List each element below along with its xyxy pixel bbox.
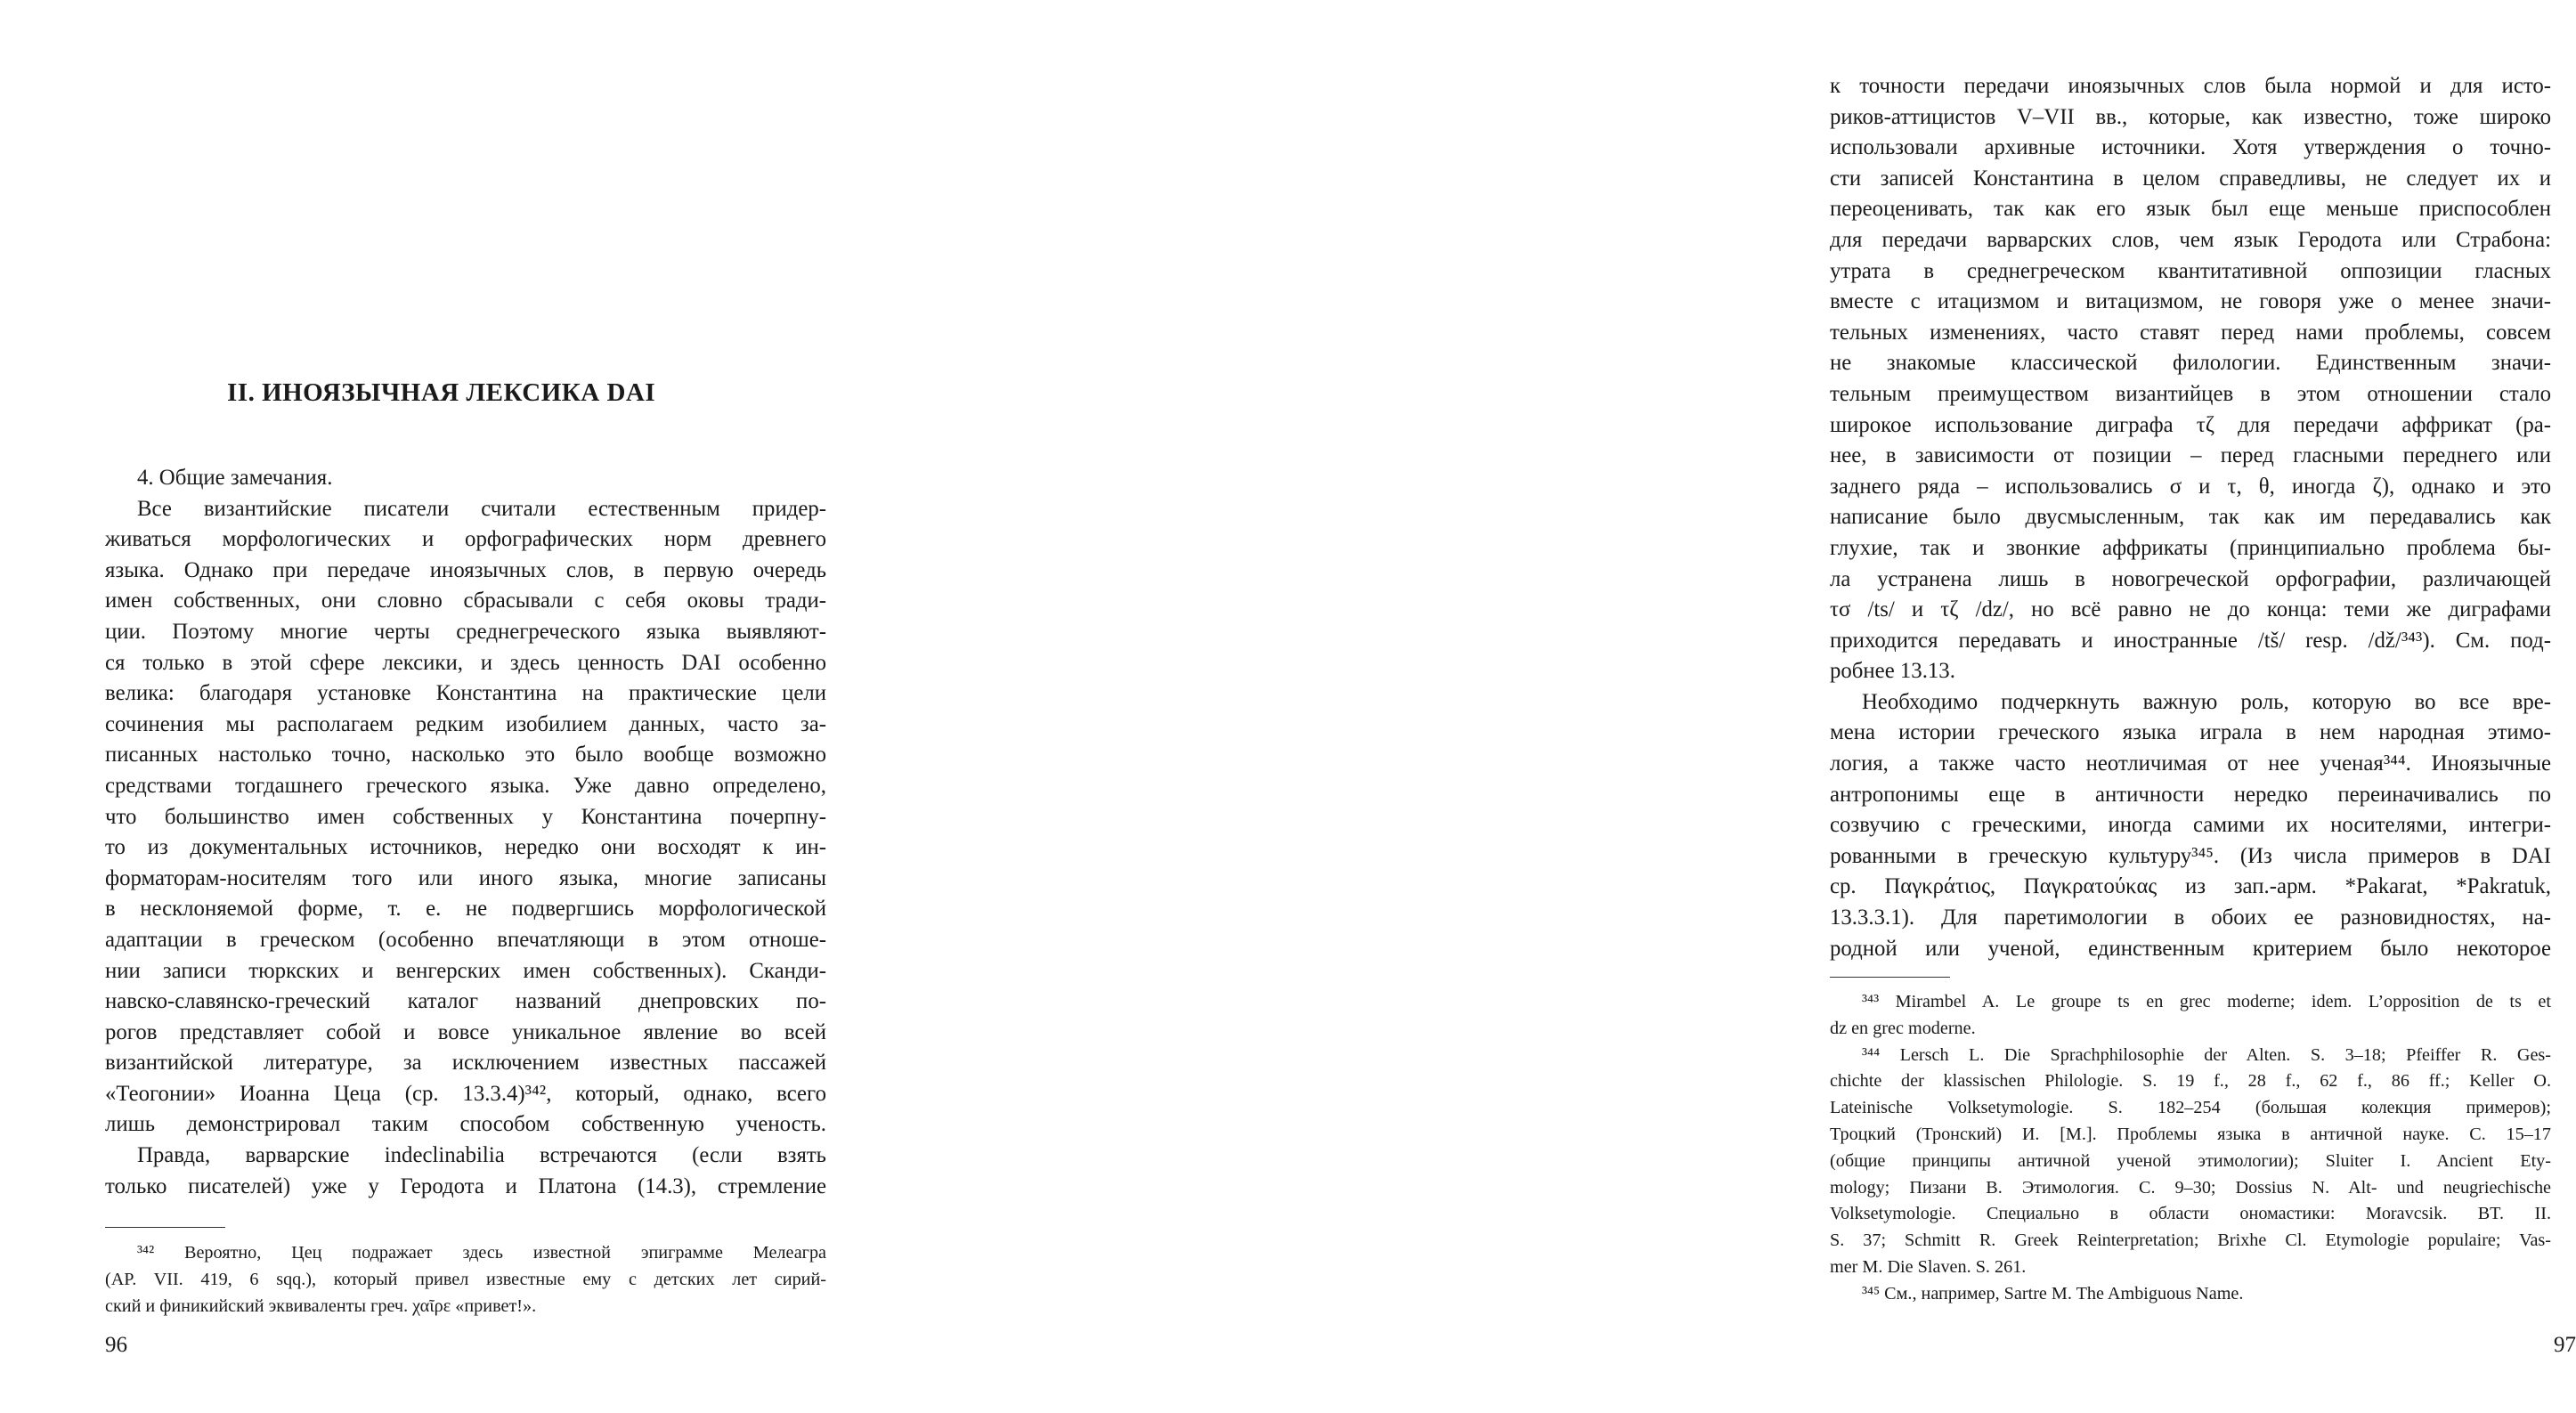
text-line: навско-славянско-греческий каталог названий днепровских по- [105,989,826,1014]
text-line: имен собственных, они словно сбрасывали с себя оковы тради- [105,589,826,613]
chapter-title: II. ИНОЯЗЫЧНАЯ ЛЕКСИКА DAI [227,378,656,407]
text-line: Необходимо подчеркнуть важную роль, которую во все вре- [1862,689,2551,714]
text-line: нее, в зависимости от позиции – перед гласными переднего или [1830,443,2551,468]
text-line: логия, а также часто неотличимая от нее ученая³⁴⁴. Иноязычные [1830,751,2551,776]
footnote-line: ³⁴² Вероятно, Цец подражает здесь известной эпиграмме Мелеагра [137,1243,826,1263]
text-line: языка. Однако при передаче иноязычных слов, в первую очередь [105,557,826,582]
text-line: ла устранена лишь в новогреческой орфографии, различающей [1830,566,2551,591]
text-line: вместе с итацизмом и витацизмом, не говоря уже о менее значи- [1830,289,2551,314]
text-line: Правда, варварские indeclinabilia встречаются (если взять [137,1143,826,1168]
text-line: сочинения мы располагаем редким изобилием данных, часто за- [105,711,826,736]
footnote-line: ³⁴⁴ Lersch L. Die Sprachphilosophie der Alten. S. 3–18; Pfeiffer R. Ges- [1862,1044,2551,1065]
text-line: что большинство имен собственных у Константина почерпну- [105,804,826,829]
text-line: 13.3.3.1). Для паретимологии в обоих ее разновидностях, на- [1830,905,2551,930]
text-line: нии записи тюркских и венгерских имен собственных). Сканди- [105,958,826,983]
footnote-divider [105,1227,225,1228]
left-footnotes [105,1240,826,1320]
right-body-text [1830,71,2551,964]
text-line: приходится передавать и иностранные /tš/ resp. /dž/³⁴³). См. под- [1830,628,2551,653]
footnote-line: chichte der klassischen Philologie. S. 19 f., 28 f., 62 f., 86 ff.; Keller O. [1830,1071,2551,1092]
text-line: мена истории греческого языка играла в нем народная этимо- [1830,720,2551,745]
section-heading: 4. Общие замечания. [137,466,333,490]
text-line: рованными в греческую культуру³⁴⁵. (Из числа примеров в DAI [1830,843,2551,868]
footnote-divider [1830,977,1950,978]
text-line: византийской литературе, за исключением известных пассажей [105,1051,826,1076]
text-line: адаптации в греческом (особенно впечатляющи в этом отноше- [105,927,826,952]
footnote-line: (общие принципы античной ученой этимологии); Sluiter I. Ancient Ety- [1830,1150,2551,1171]
text-line: заднего ряда – использовались σ и τ, θ, иногда ζ), однако и это [1830,474,2551,499]
text-line: антропонимы еще в античности нередко переиначивались по [1830,782,2551,807]
text-line: только писателей) уже у Геродота и Платона (14.3), стремление [105,1173,826,1198]
footnote-line: ³⁴³ Mirambel A. Le groupe ts en grec moderne; idem. L’opposition de ts et [1862,992,2551,1011]
text-line: тельным преимуществом византийцев в этом отношении стало [1830,381,2551,406]
text-line: широкое использование диграфа τζ для передачи аффрикат (ра- [1830,412,2551,437]
right-footnotes [1830,989,2551,1308]
text-line: ции. Поэтому многие черты среднегреческого языка выявляют- [105,619,826,644]
footnote-line: (AP. VII. 419, 6 sqq.), который привел известные ему с детских лет сирий- [105,1269,826,1289]
text-line: робнее 13.13. [1830,659,1955,684]
text-line: τσ /ts/ и τζ /dz/, но всё равно не до конца: теми же диграфами [1830,597,2551,622]
footnote-line: mology; Пизани В. Этимология. С. 9–30; Dossius N. Alt- und neugriechische [1830,1177,2551,1198]
text-line: сти записей Константина в целом справедливы, не следует их и [1830,166,2551,191]
text-line: форматорам-носителям того или иного языка, многие записаны [105,865,826,890]
text-line: средствами тогдашнего греческого языка. Уже давно определено, [105,773,826,798]
footnote-line: Lateinische Volksetymologie. S. 182–254 (большая колекция примеров); [1830,1098,2551,1118]
text-line: писанных настолько точно, насколько это было вообще возможно [105,743,826,767]
footnote-line: S. 37; Schmitt R. Greek Reinterpretation; Brixhe Cl. Etymologie populaire; Vas- [1830,1230,2551,1251]
text-line: в несклоняемой форме, т. е. не подвергшись морфологической [105,897,826,922]
footnote-line: mer M. Die Slaven. S. 261. [1830,1256,2027,1277]
text-line: ся только в этой сфере лексики, и здесь ценность DAI особенно [105,650,826,675]
text-line: рогов представляет собой и вовсе уникальное явление во всей [105,1019,826,1044]
text-line: то из документальных источников, нередко они восходят к ин- [105,835,826,860]
footnote-line: Volksetymologie. Специально в области ономастики: Moravcsik. BT. II. [1830,1204,2551,1224]
text-line: написание было двусмысленным, так как им передавались как [1830,505,2551,530]
text-line: «Теогонии» Иоанна Цеца (ср. 13.3.4)³⁴², который, однако, всего [105,1081,826,1106]
text-line: использовали архивные источники. Хотя утверждения о точно- [1830,135,2551,160]
right-page [890,0,2576,1413]
text-line: созвучию с греческими, иногда самими их носителями, интегри- [1830,813,2551,838]
text-line: лишь демонстрировал таким способом собственную ученость. [105,1112,826,1137]
text-line: к точности передачи иноязычных слов была нормой и для исто- [1830,74,2551,98]
text-line: не знакомые классической филологии. Единственным значи- [1830,351,2551,376]
page-number: 96 [105,1333,127,1357]
left-body-text [105,463,826,1202]
text-line: велика: благодаря установке Константина на практические цели [105,681,826,706]
text-line: переоценивать, так как его язык был еще меньше приспособлен [1830,197,2551,222]
page-number: 97 [2554,1333,2576,1357]
footnote-line: Троцкий (Тронский) И. [М.]. Проблемы языка в античной науке. С. 15–17 [1830,1124,2551,1144]
left-page [0,0,890,1413]
text-line: ср. Παγκράτιος, Παγκρατούκας из зап.-арм. *Pakarat, *Pakratuk, [1830,874,2551,899]
text-line: Все византийские писатели считали естественным придер- [137,496,826,521]
footnote-line: dz en grec moderne. [1830,1018,1976,1038]
text-line: для передачи варварских слов, чем язык Геродота или Страбона: [1830,227,2551,252]
footnote-line: ³⁴⁵ См., например, Sartre M. The Ambiguous Name. [1862,1283,2244,1303]
text-line: глухие, так и звонкие аффрикаты (принципиально проблема бы- [1830,535,2551,560]
text-line: родной или ученой, единственным критерием было некоторое [1830,936,2551,961]
text-line: тельных изменениях, часто ставят перед нами проблемы, совсем [1830,320,2551,345]
text-line: живаться морфологических и орфографических норм древнего [105,527,826,552]
text-line: утрата в среднегреческом квантитативной оппозиции гласных [1830,258,2551,283]
footnote-line: ский и финикийский эквиваленты греч. χαῖρε «привет!». [105,1295,537,1316]
text-line: риков-аттицистов V–VII вв., которые, как известно, тоже широко [1830,104,2551,129]
